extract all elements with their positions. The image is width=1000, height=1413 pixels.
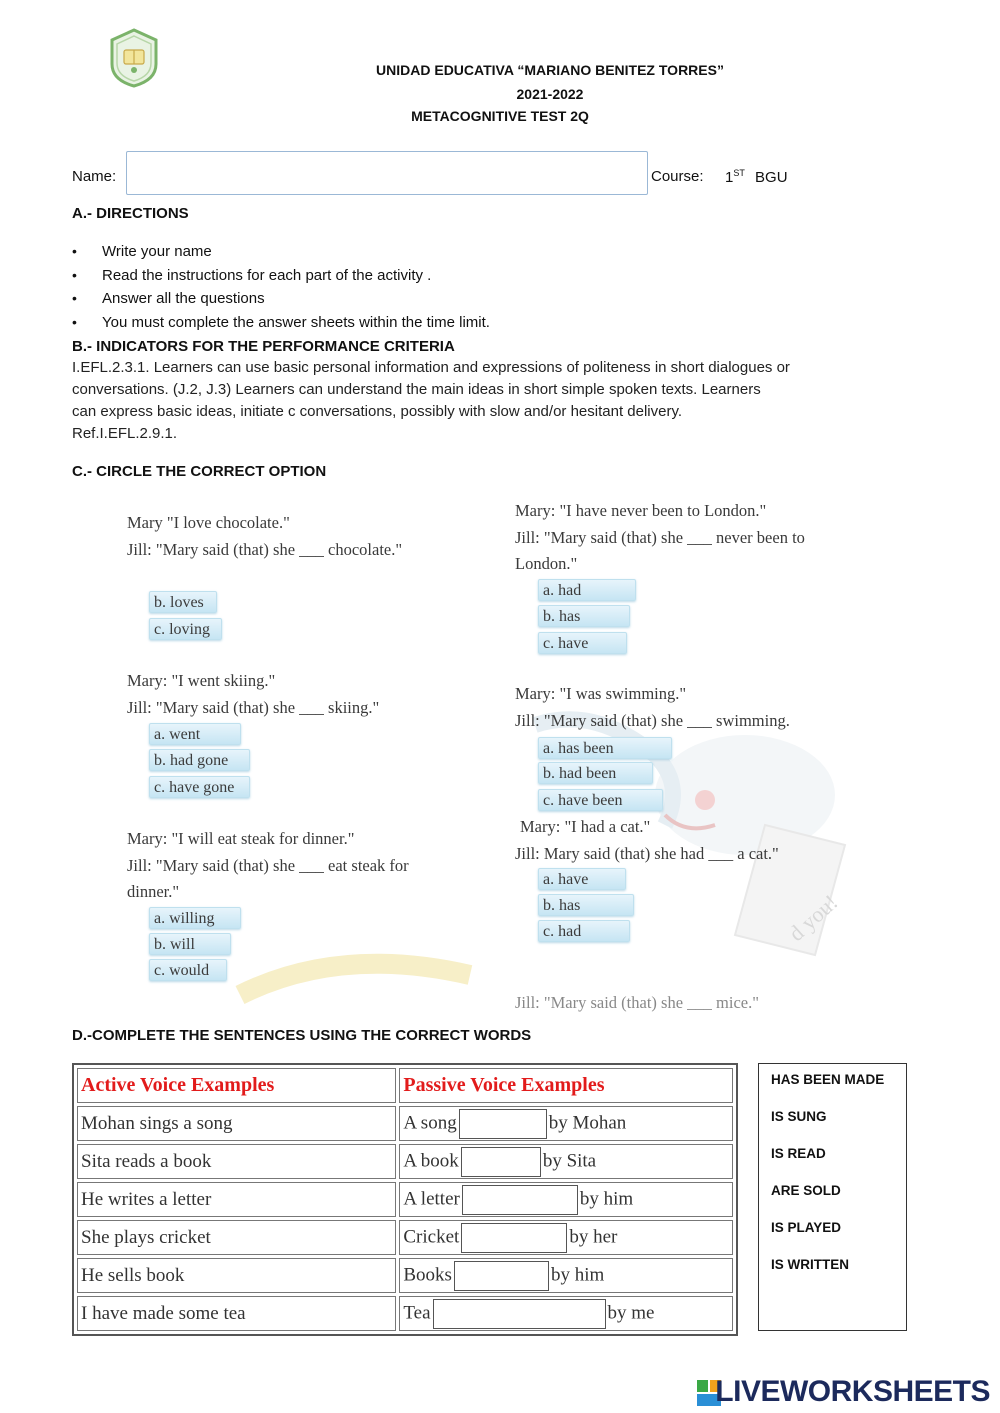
active-voice-header: Active Voice Examples [77, 1068, 396, 1103]
word-bank-item: IS READ [771, 1146, 826, 1161]
direction-item: • Read the instructions for each part of the activity . [72, 264, 490, 288]
active-sentence: Mohan sings a song [77, 1106, 396, 1141]
option-c-have-been[interactable]: c. have been [538, 789, 663, 811]
question-line: Jill: "Mary said (that) she ___ skiing." [127, 697, 380, 717]
question-line: Mary: "I had a cat." [520, 817, 651, 836]
passive-sentence [399, 1220, 733, 1255]
question-line: Mary: "I have never been to London." [515, 501, 767, 520]
passive-sentence [399, 1296, 733, 1331]
passive-post: by him [579, 1187, 634, 1209]
name-input[interactable] [126, 151, 648, 195]
question-line: Jill: "Mary said (that) she ___ swimming. [515, 710, 790, 730]
question-line: Mary: "I went skiing." [127, 671, 276, 690]
question-line: Mary "I love chocolate." [127, 513, 290, 532]
passive-post: by me [607, 1301, 655, 1323]
voice-table [72, 1063, 738, 1336]
question-line: Mary: "I will eat steak for dinner." [127, 829, 355, 848]
word-bank [758, 1063, 907, 1331]
direction-item: • Write your name [72, 240, 490, 264]
option-a-have[interactable]: a. have [538, 868, 626, 890]
option-b-has[interactable]: b. has [538, 605, 630, 627]
question-line: Jill: "Mary said (that) she ___ eat steak for [127, 855, 409, 875]
course-ordinal: ST [733, 168, 745, 178]
section-a-title: A.- DIRECTIONS [72, 205, 189, 222]
school-logo [108, 28, 160, 88]
section-b-title: B.- INDICATORS FOR THE PERFORMANCE CRITERIA [72, 338, 455, 355]
table-row [77, 1258, 733, 1293]
active-sentence: He writes a letter [77, 1182, 396, 1217]
answer-input[interactable] [461, 1223, 567, 1253]
question-3 [127, 826, 409, 906]
option-a-had[interactable]: a. had [538, 579, 636, 601]
passive-sentence [399, 1144, 733, 1179]
indicator-line: Ref.I.EFL.2.9.1. [72, 425, 178, 442]
word-bank-item: ARE SOLD [771, 1183, 841, 1198]
table-row [77, 1182, 733, 1217]
option-a-has-been[interactable]: a. has been [538, 737, 672, 759]
option-c-would[interactable]: c. would [149, 959, 227, 981]
cut-off-line: Jill: "Mary said (that) she ___ mice." [515, 993, 759, 1012]
question-line: London." [515, 554, 578, 573]
passive-voice-header: Passive Voice Examples [399, 1068, 733, 1103]
option-c-loving[interactable]: c. loving [149, 618, 222, 640]
table-row [77, 1296, 733, 1331]
passive-pre: A letter [403, 1187, 460, 1209]
passive-pre: A book [403, 1149, 459, 1171]
question-line: Jill: Mary said (that) she had ___ a cat." [515, 843, 779, 863]
active-sentence: Sita reads a book [77, 1144, 396, 1179]
option-c-have-gone[interactable]: c. have gone [149, 776, 250, 798]
passive-pre: Books [403, 1263, 452, 1285]
option-c-have[interactable]: c. have [538, 632, 627, 654]
table-row [77, 1106, 733, 1141]
course-number: 1 [725, 169, 734, 186]
word-bank-item: IS SUNG [771, 1109, 827, 1124]
option-a-willing[interactable]: a. willing [149, 907, 241, 929]
section-d-title: D.-COMPLETE THE SENTENCES USING THE CORRECT WORDS [72, 1027, 532, 1044]
name-label: Name: [72, 168, 117, 185]
cut-off-question [515, 993, 805, 1012]
answer-input[interactable] [461, 1147, 541, 1177]
option-c-had[interactable]: c. had [538, 920, 630, 942]
indicator-line: conversations. (J.2, J.3) Learners can understand the main ideas in short simple spoken texts. Learners [72, 381, 761, 398]
answer-input[interactable] [454, 1261, 549, 1291]
question-4 [515, 498, 805, 578]
question-line: Jill: "Mary said (that) she ___ never been to [515, 527, 805, 547]
course-value [725, 168, 788, 186]
question-2 [127, 668, 379, 721]
background-text: d you! [783, 889, 843, 946]
passive-pre: A song [403, 1111, 457, 1133]
school-name: UNIDAD EDUCATIVA “MARIANO BENITEZ TORRES” [376, 62, 724, 78]
school-year: 2021-2022 [516, 86, 584, 102]
answer-input[interactable] [462, 1185, 578, 1215]
question-line: Jill: "Mary said (that) she ___ chocolate." [127, 539, 403, 559]
answer-input[interactable] [433, 1299, 606, 1329]
table-row [77, 1220, 733, 1255]
course-label: Course: [651, 168, 704, 185]
option-b-had-gone[interactable]: b. had gone [149, 749, 250, 771]
section-c-title: C.- CIRCLE THE CORRECT OPTION [72, 463, 327, 480]
passive-post: by him [550, 1263, 605, 1285]
course-level: BGU [755, 169, 788, 186]
liveworksheets-logo: LIVEWORKSHEETS [715, 1375, 990, 1408]
table-row [77, 1144, 733, 1179]
option-a-went[interactable]: a. went [149, 723, 241, 745]
active-sentence: She plays cricket [77, 1220, 396, 1255]
question-5 [515, 681, 790, 734]
passive-post: by Mohan [548, 1111, 627, 1133]
passive-pre: Cricket [403, 1225, 460, 1247]
passive-post: by her [569, 1225, 618, 1247]
table-header-row [77, 1068, 733, 1103]
test-title: METACOGNITIVE TEST 2Q [411, 108, 589, 124]
option-b-loves[interactable]: b. loves [149, 591, 217, 613]
question-line: dinner." [127, 882, 180, 901]
directions-list [72, 240, 490, 334]
word-bank-item: HAS BEEN MADE [771, 1072, 885, 1087]
passive-post: by Sita [542, 1149, 597, 1171]
background-illustration-left [240, 905, 470, 1005]
indicators-text [72, 357, 932, 445]
passive-sentence [399, 1258, 733, 1293]
option-b-has[interactable]: b. has [538, 894, 634, 916]
passive-sentence [399, 1106, 733, 1141]
option-b-had-been[interactable]: b. had been [538, 762, 653, 784]
indicator-line: can express basic ideas, initiate c conversations, possibly with slow and/or hesitant delivery. [72, 403, 683, 420]
question-1 [127, 510, 402, 563]
indicator-line: I.EFL.2.3.1. Learners can use basic personal information and expressions of politeness in short dialogues or [72, 359, 790, 376]
word-bank-item: IS PLAYED [771, 1220, 842, 1235]
active-sentence: I have made some tea [77, 1296, 396, 1331]
direction-item: • You must complete the answer sheets within the time limit. [72, 311, 490, 335]
direction-item: • Answer all the questions [72, 287, 490, 311]
option-b-will[interactable]: b. will [149, 933, 231, 955]
question-6 [515, 814, 779, 867]
active-sentence: He sells book [77, 1258, 396, 1293]
passive-sentence [399, 1182, 733, 1217]
question-line: Mary: "I was swimming." [515, 684, 687, 703]
word-bank-item: IS WRITTEN [771, 1257, 849, 1272]
passive-pre: Tea [403, 1301, 431, 1323]
answer-input[interactable] [459, 1109, 547, 1139]
